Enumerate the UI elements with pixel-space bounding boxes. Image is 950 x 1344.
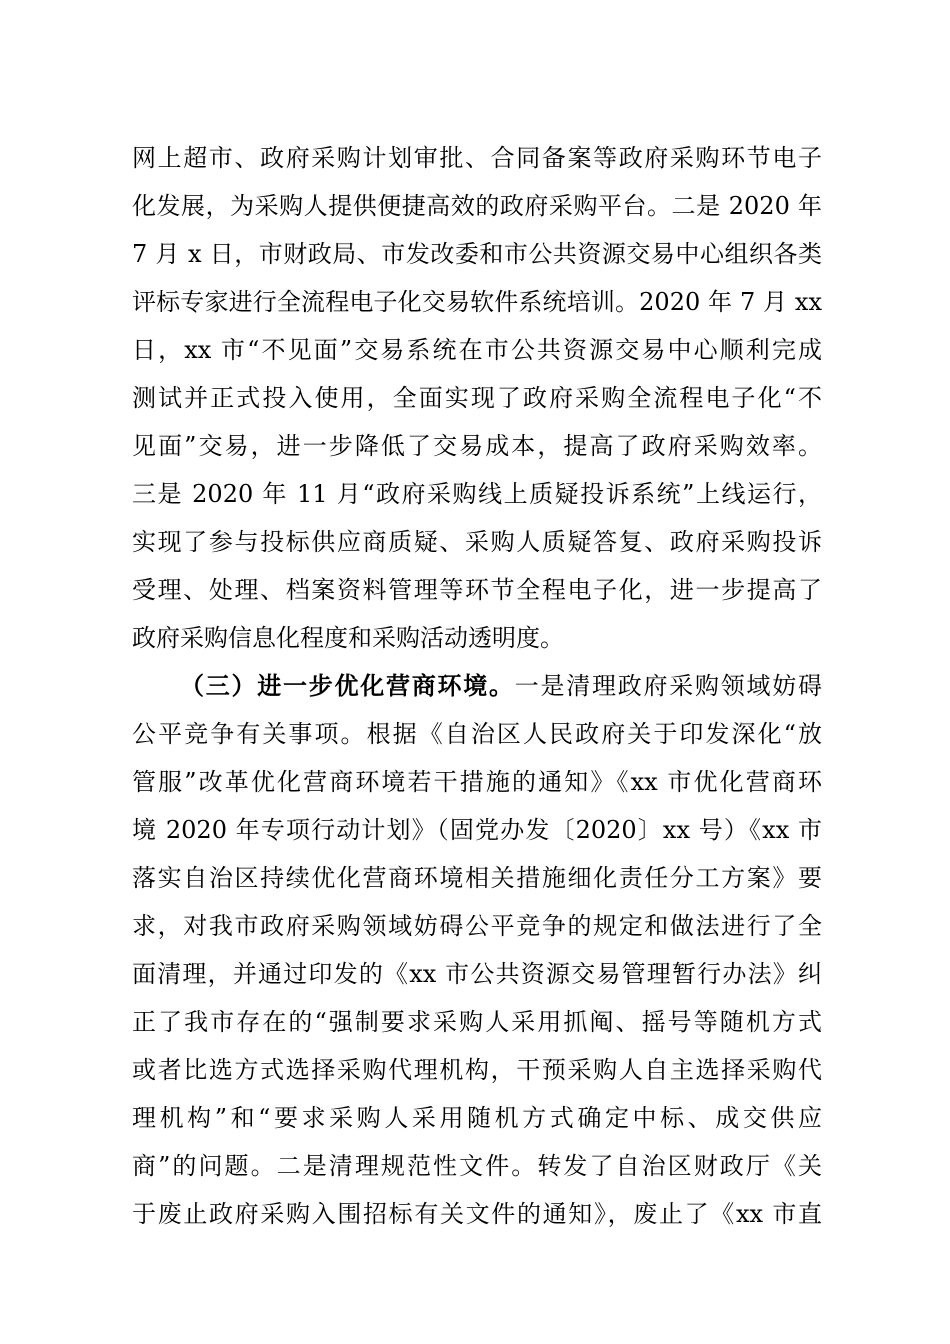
paragraph-line: 于废止政府采购入围招标有关文件的通知》，废止了《xx 市直 xyxy=(132,1200,822,1228)
section-first-line-text: 一是清理政府采购领域妨碍 xyxy=(514,672,822,700)
paragraph-line: 面清理，并通过印发的《xx 市公共资源交易管理暂行办法》纠 xyxy=(132,960,822,988)
paragraph-line: 三是 2020 年 11 月“政府采购线上质疑投诉系统”上线运行， xyxy=(132,480,822,508)
paragraph-line: 7 月 x 日，市财政局、市发改委和市公共资源交易中心组织各类 xyxy=(132,240,822,268)
paragraph-line: 测试并正式投入使用，全面实现了政府采购全流程电子化“不 xyxy=(132,384,822,412)
paragraph-line: 实现了参与投标供应商质疑、采购人质疑答复、政府采购投诉 xyxy=(132,528,822,556)
paragraph-line: 化发展，为采购人提供便捷高效的政府采购平台。二是 2020 年 xyxy=(132,192,822,220)
paragraph-line: 理机构”和“要求采购人采用随机方式确定中标、成交供应 xyxy=(132,1104,822,1132)
paragraph-line: 日，xx 市“不见面”交易系统在市公共资源交易中心顺利完成 xyxy=(132,336,822,364)
paragraph-line: 求，对我市政府采购领域妨碍公平竞争的规定和做法进行了全 xyxy=(132,912,822,940)
paragraph-line: 或者比选方式选择采购代理机构，干预采购人自主选择采购代 xyxy=(132,1056,822,1084)
section-first-line xyxy=(180,666,822,706)
paragraph-line: 见面”交易，进一步降低了交易成本，提高了政府采购效率。 xyxy=(132,432,822,460)
paragraph-line: 公平竞争有关事项。根据《自治区人民政府关于印发深化“放 xyxy=(132,720,822,748)
paragraph-line: 正了我市存在的“强制要求采购人采用抓阄、摇号等随机方式 xyxy=(132,1008,822,1036)
paragraph-line: 政府采购信息化程度和采购活动透明度。 xyxy=(132,624,564,652)
paragraph-line: 商”的问题。二是清理规范性文件。转发了自治区财政厅《关 xyxy=(132,1152,822,1180)
paragraph-line: 境 2020 年专项行动计划》（固党办发〔2020〕xx 号）《xx 市 xyxy=(132,816,822,844)
paragraph-line: 网上超市、政府采购计划审批、合同备案等政府采购环节电子 xyxy=(132,144,822,172)
paragraph-line: 受理、处理、档案资料管理等环节全程电子化，进一步提高了 xyxy=(132,576,822,604)
paragraph-line: 落实自治区持续优化营商环境相关措施细化责任分工方案》要 xyxy=(132,864,822,892)
paragraph-line: 评标专家进行全流程电子化交易软件系统培训。2020 年 7 月 xx xyxy=(132,288,822,316)
paragraph-line: 管服”改革优化营商环境若干措施的通知》《xx 市优化营商环 xyxy=(132,768,822,796)
section-heading: （三）进一步优化营商环境。 xyxy=(180,671,515,700)
